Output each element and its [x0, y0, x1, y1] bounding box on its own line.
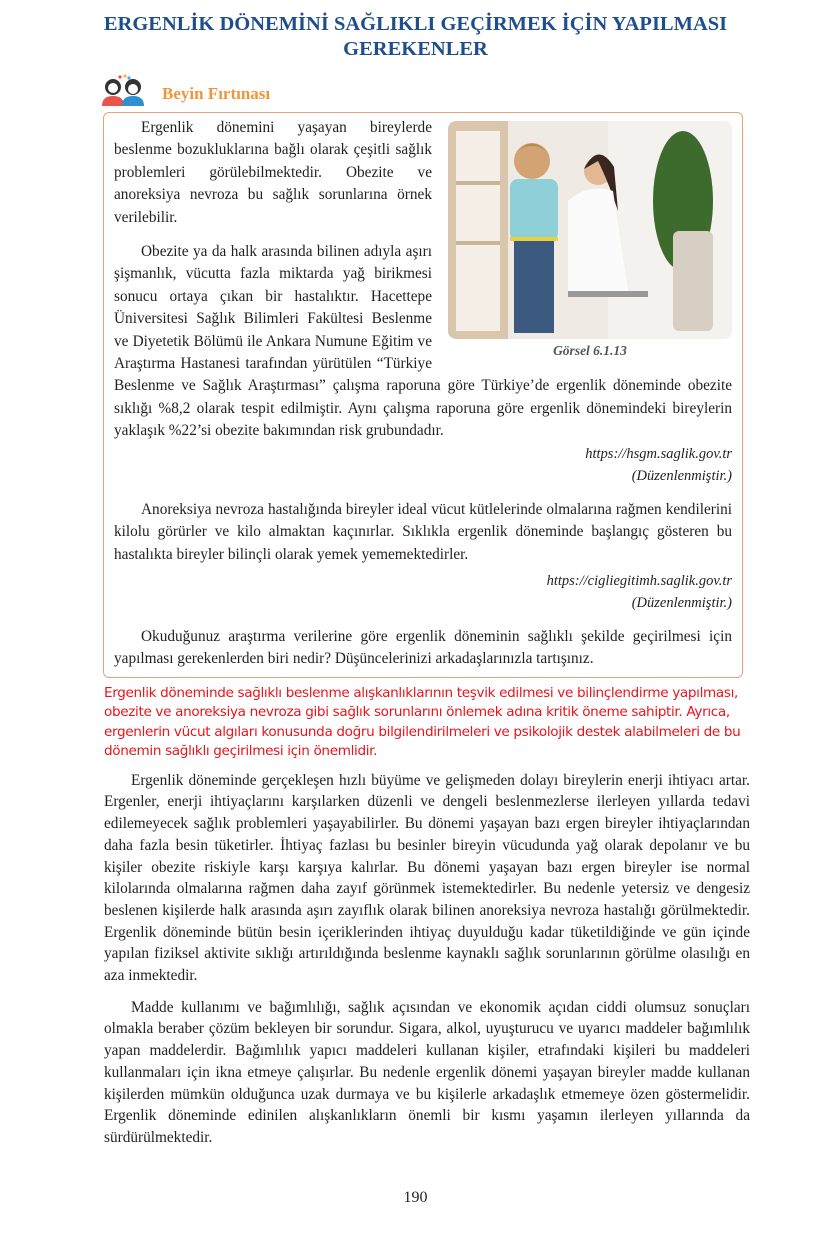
box-paragraph-1: Ergenlik dönemini yaşayan bireylerde beslenme bozukluklarına bağlı olarak çeşitli sağlık problemleri görülebilmektedir. Obezite ve anoreksiya nevroza bu sağlık sorunlarına örnek verilebilir. [114, 119, 432, 226]
box-paragraph-3: Anoreksiya nevroza hastalığında bireyler ideal vücut kütlelerinde olmalarına rağmen kendilerini kilolu görürler ve kilo almaktan kaçınırlar. Sıklıkla ergenlik döneminde başlangıç gösteren bu hastalıkta bireyler bilinçli olarak yemek yememektedirler. [114, 500, 732, 563]
answer-text: Ergenlik döneminde sağlıklı beslenme alışkanlıklarının teşvik edilmesi ve bilinçlendirme yapılması, obezite ve anoreksiya nevroza gibi sağlık sorunlarını önlemek adına kritik öneme sahiptir. Ayrıca, ergenlerin vücut algıları konusunda doğru bilgilendirilmeleri ve psikolojik destek alabilmeleri de bu dönemin sağlıklı geçirilmesi için önemlidir. [104, 684, 741, 760]
brainstorm-header [100, 76, 831, 108]
body-paragraph-1: Ergenlik döneminde gerçekleşen hızlı büyüme ve gelişmeden dolayı bireylerin enerji ihtiyacı artar. Ergenler, enerji ihtiyaçlarını karşılarken düzenli ve dengeli beslenmezlerse ilerleyen yıllarda tedavi edilemeyecek sağlık problemleri yaşayabilirler. Bu dönemi yaşayan bazı ergen bireyler ihtiyaçlarından daha fazla besin tüketirler. İhtiyaç fazlası bu besinler bireyin vücudunda yağ olarak depolanır ve bu kişiler obezite riskiyle karşı karşıya kalırlar. Bu dönemi yaşayan bazı ergen bireyler ise normal kilolarında olmalarına rağmen daha zayıf görünmek istemektedirler. Bu nedenle yetersiz ve dengesiz beslenen kişilerde halk arasında aşırı zayıflık olarak bilinen anoreksiya nevroza hastalığı görülmektedir. Ergenlik döneminde bütün besin içeriklerinden ihtiyaç duyulduğu kadar tüketildiğinde ve gün içinde yapılan fiziksel aktivite sıklığı artırıldığında beslenme kaynaklı sağlık sorunlarının görülme olasılığı en aza inmektedir. [104, 771, 750, 985]
body-paragraph-2: Madde kullanımı ve bağımlılığı, sağlık açısından ve ekonomik açıdan ciddi olumsuz sonuçları olmakla beraber çözüm bekleyen bir sorundur. Sigara, alkol, uyuşturucu ve uyarıcı maddeler bağımlılık yapan maddelerdir. Bağımlılık yapıcı maddeleri kullanan kişiler, etrafındaki kişileri bu maddeleri kullanmaları için ikna etmeye çalışırlar. Bu nedenle ergenlik dönemi yaşayan bireyler madde kullanan kişilerden mümkün olduğunca uzak durmaya ve bu kişilerle arkadaşlık etmemeye özen göstermelidir. Ergenlik döneminde edinilen alışkanlıkların önemli bir kısmı yaşamın ilerleyen yıllarında da sürdürülmektedir. [104, 998, 750, 1146]
source-1-url: https://hsgm.saglik.gov.tr [585, 445, 732, 462]
figure [448, 121, 732, 361]
source-2-note: (Düzenlenmiştir.) [631, 594, 732, 611]
source-1-note: (Düzenlenmiştir.) [631, 467, 732, 484]
doctor-measuring-child-photo [448, 121, 732, 339]
discussion-question: Okuduğunuz araştırma verilerine göre ergenlik döneminin sağlıklı şekilde geçirilmesi için yapılması gerekenlerden biri nedir? Düşüncelerinizi arkadaşlarınızla tartışınız. [114, 627, 732, 668]
page-number: 190 [403, 1188, 428, 1206]
brainstorm-box [103, 112, 743, 678]
box-paragraph-2-start: Obezite ya da halk arasında bilinen adıyla aşırı şişmanlık, vücutta fazla miktarda yağ birikmesi sonucu ortaya çıkan bir hastalıktır. Hacettepe Üniversitesi Sağlık Bilimleri Fakültesi Beslenme ve Diyetetik Bölümü ile Ankara Numune Eğitim ve Araştırma Hastanesi tarafından yürütülen “Türkiye Beslenme ve Sağlık Araştırması” çalışma raporuna [114, 243, 441, 395]
students-icon [100, 74, 148, 111]
source-2-url: https://cigliegitimh.saglik.gov.tr [546, 572, 732, 589]
body-section [104, 770, 750, 987]
box-paragraph-2-end: göre Türkiye’de ergenlik döneminde obezite sıklığı %8,2 olarak tespit edilmiştir. Aynı çalışma raporuna göre ergenlik dönemindeki bireylerin yaklaşık %22’si obezite bakımından risk grubundadır. [114, 377, 732, 440]
image-caption: Görsel 6.1.13 [553, 343, 627, 358]
page-title: ERGENLİK DÖNEMİNİ SAĞLIKLI GEÇİRMEK İÇİN YAPILMASI GEREKENLER [103, 13, 728, 60]
section-label: Beyin Fırtınası [162, 84, 271, 103]
body-section-2 [104, 997, 750, 1149]
